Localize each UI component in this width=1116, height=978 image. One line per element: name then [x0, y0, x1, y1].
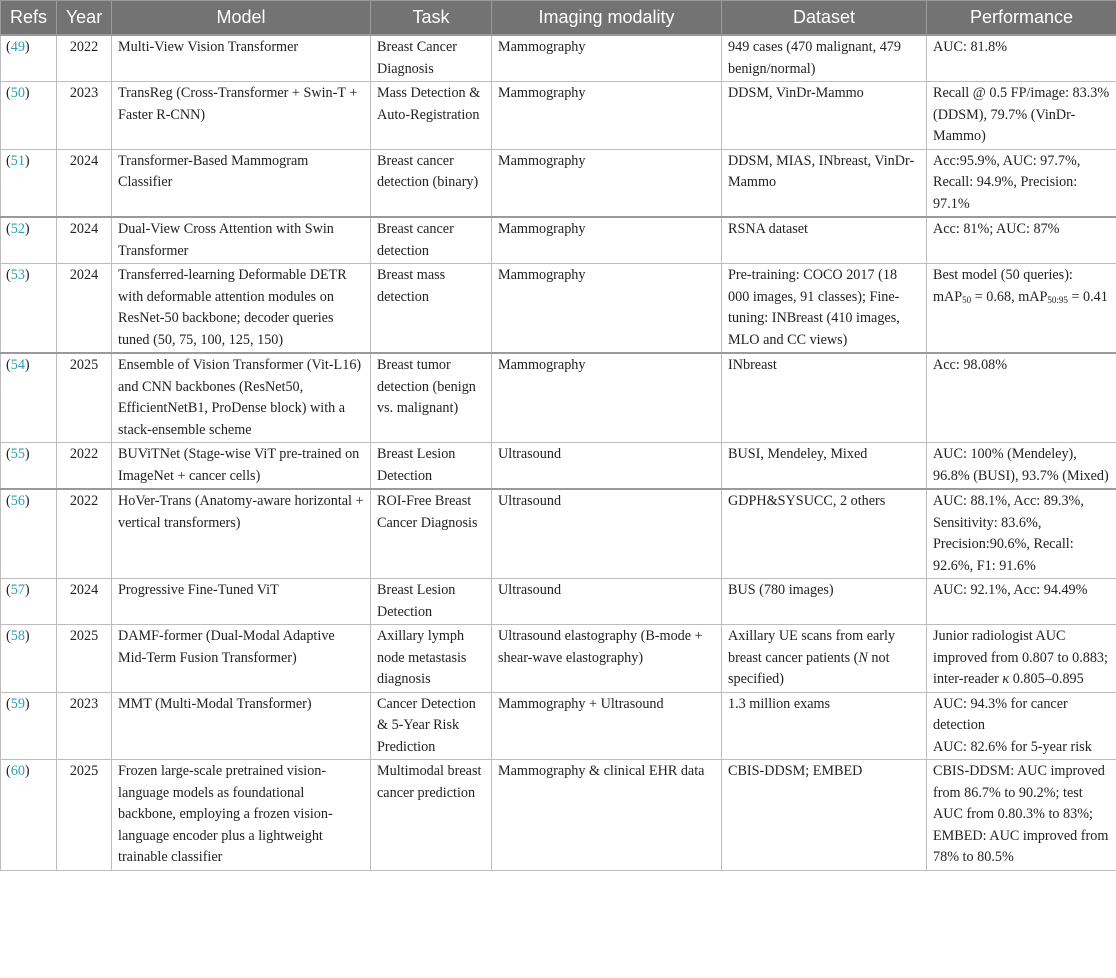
header-row	[1, 1, 1116, 36]
model-cell: TransReg (Cross-Transformer + Swin-T + Faster R-CNN)	[112, 82, 371, 150]
task-cell: Cancer Detection & 5-Year Risk Prediction	[371, 692, 492, 760]
table-row	[1, 82, 1116, 150]
model-cell: Multi-View Vision Transformer	[112, 35, 371, 82]
year-cell: 2022	[57, 443, 112, 490]
ref-cell: (59)	[1, 692, 57, 760]
performance-cell: Best model (50 queries): mAP$_{50}$ = 0.68, mAP$_{50:95}$ = 0.41	[927, 264, 1116, 354]
table-row	[1, 217, 1116, 264]
model-cell: Frozen large-scale pretrained vision-language models as foundational backbone, employing a frozen vision-language encoder plus a lightweight trainable classifier	[112, 760, 371, 871]
ref-link[interactable]: 59	[10, 695, 25, 712]
task-cell: Breast mass detection	[371, 264, 492, 354]
table-row	[1, 579, 1116, 625]
ref-cell: (49)	[1, 35, 57, 82]
ref-link[interactable]: 51	[10, 152, 25, 169]
dataset-cell: Axillary UE scans from early breast cancer patients (N not specified)	[722, 625, 927, 693]
performance-cell: Acc: 98.08%	[927, 353, 1116, 443]
performance-cell: AUC: 100% (Mendeley), 96.8% (BUSI), 93.7% (Mixed)	[927, 443, 1116, 490]
dataset-cell: BUSI, Mendeley, Mixed	[722, 443, 927, 490]
year-cell: 2022	[57, 489, 112, 579]
table-row	[1, 264, 1116, 354]
ref-cell: (51)	[1, 149, 57, 217]
ref-link[interactable]: 53	[10, 267, 25, 283]
modality-cell: Mammography	[492, 82, 722, 150]
modality-cell: Ultrasound	[492, 489, 722, 579]
model-cell: BUViTNet (Stage-wise ViT pre-trained on ImageNet + cancer cells)	[112, 443, 371, 490]
modality-cell: Ultrasound	[492, 443, 722, 490]
table-row	[1, 489, 1116, 579]
year-cell: 2024	[57, 264, 112, 354]
performance-cell: AUC: 81.8%	[927, 35, 1116, 82]
header-year: Year	[57, 1, 112, 36]
header-imaging-modality: Imaging modality	[492, 1, 722, 36]
performance-cell: Acc: 81%; AUC: 87%	[927, 217, 1116, 264]
performance-cell: AUC: 94.3% for cancer detection AUC: 82.6% for 5-year risk	[927, 692, 1116, 760]
year-cell: 2025	[57, 353, 112, 443]
year-cell: 2025	[57, 625, 112, 693]
performance-cell: Recall @ 0.5 FP/image: 83.3% (DDSM), 79.7% (VinDr-Mammo)	[927, 82, 1116, 150]
header-refs: Refs	[1, 1, 57, 36]
table-row	[1, 692, 1116, 760]
dataset-cell: INbreast	[722, 353, 927, 443]
ref-cell: (50)	[1, 82, 57, 150]
ref-cell: (54)	[1, 353, 57, 443]
dataset-cell: DDSM, MIAS, INbreast, VinDr-Mammo	[722, 149, 927, 217]
header-dataset: Dataset	[722, 1, 927, 36]
ref-link[interactable]: 58	[10, 628, 25, 644]
model-cell: Transferred-learning Deformable DETR with deformable attention modules on ResNet-50 backbone; decoder queries tuned (50, 75, 100, 125, 150)	[112, 264, 371, 354]
task-cell: Breast tumor detection (benign vs. malignant)	[371, 353, 492, 443]
modality-cell: Mammography & clinical EHR data	[492, 760, 722, 871]
ref-link[interactable]: 56	[10, 493, 25, 509]
task-cell: Breast Lesion Detection	[371, 443, 492, 490]
model-cell: Progressive Fine-Tuned ViT	[112, 579, 371, 625]
year-cell: 2024	[57, 149, 112, 217]
table-row	[1, 625, 1116, 693]
dataset-cell: BUS (780 images)	[722, 579, 927, 625]
ref-link[interactable]: 55	[10, 446, 25, 462]
task-cell: Breast Cancer Diagnosis	[371, 35, 492, 82]
dataset-cell: RSNA dataset	[722, 217, 927, 264]
header-performance: Performance	[927, 1, 1116, 36]
dataset-cell: DDSM, VinDr-Mammo	[722, 82, 927, 150]
dataset-cell: 1.3 million exams	[722, 692, 927, 760]
performance-cell: Acc:95.9%, AUC: 97.7%, Recall: 94.9%, Precision: 97.1%	[927, 149, 1116, 217]
model-cell: DAMF-former (Dual-Modal Adaptive Mid-Term Fusion Transformer)	[112, 625, 371, 693]
header-model: Model	[112, 1, 371, 36]
modality-cell: Mammography	[492, 353, 722, 443]
ref-cell: (56)	[1, 489, 57, 579]
performance-cell: CBIS-DDSM: AUC improved from 86.7% to 90.2%; test AUC from 0.80.3% to 83%; EMBED: AUC improved from 78% to 80.5%	[927, 760, 1116, 871]
modality-cell: Mammography	[492, 264, 722, 354]
model-cell: HoVer-Trans (Anatomy-aware horizontal + vertical transformers)	[112, 489, 371, 579]
table-row	[1, 353, 1116, 443]
header-task: Task	[371, 1, 492, 36]
dataset-cell: 949 cases (470 malignant, 479 benign/normal)	[722, 35, 927, 82]
performance-cell: Junior radiologist AUC improved from 0.807 to 0.883; inter-reader κ 0.805–0.895	[927, 625, 1116, 693]
table-row	[1, 149, 1116, 217]
modality-cell: Ultrasound	[492, 579, 722, 625]
task-cell: ROI-Free Breast Cancer Diagnosis	[371, 489, 492, 579]
table-row	[1, 35, 1116, 82]
table-row	[1, 443, 1116, 490]
ref-link[interactable]: 49	[10, 39, 25, 55]
task-cell: Axillary lymph node metastasis diagnosis	[371, 625, 492, 693]
year-cell: 2023	[57, 82, 112, 150]
model-cell: Transformer-Based Mammogram Classifier	[112, 149, 371, 217]
dataset-cell: Pre-training: COCO 2017 (18 000 images, 91 classes); Fine-tuning: INBreast (410 images, MLO and CC views)	[722, 264, 927, 354]
ref-link[interactable]: 54	[10, 357, 25, 373]
task-cell: Multimodal breast cancer prediction	[371, 760, 492, 871]
ref-cell: (57)	[1, 579, 57, 625]
ref-link[interactable]: 60	[10, 763, 25, 779]
ref-cell: (52)	[1, 217, 57, 264]
year-cell: 2022	[57, 35, 112, 82]
task-cell: Breast Lesion Detection	[371, 579, 492, 625]
ref-link[interactable]: 50	[10, 85, 25, 101]
table-row	[1, 760, 1116, 871]
modality-cell: Mammography	[492, 217, 722, 264]
modality-cell: Mammography + Ultrasound	[492, 692, 722, 760]
ref-cell: (55)	[1, 443, 57, 490]
year-cell: 2025	[57, 760, 112, 871]
model-cell: MMT (Multi-Modal Transformer)	[112, 692, 371, 760]
ref-cell: (60)	[1, 760, 57, 871]
task-cell: Mass Detection & Auto-Registration	[371, 82, 492, 150]
year-cell: 2023	[57, 692, 112, 760]
modality-cell: Ultrasound elastography (B-mode + shear-wave elastography)	[492, 625, 722, 693]
modality-cell: Mammography	[492, 35, 722, 82]
task-cell: Breast cancer detection (binary)	[371, 149, 492, 217]
task-cell: Breast cancer detection	[371, 217, 492, 264]
performance-cell: AUC: 88.1%, Acc: 89.3%, Sensitivity: 83.6%, Precision:90.6%, Recall: 92.6%, F1: 91.6%	[927, 489, 1116, 579]
model-cell: Ensemble of Vision Transformer (Vit-L16) and CNN backbones (ResNet50, EfficientNetB1, ProDense block) with a stack-ensemble scheme	[112, 353, 371, 443]
modality-cell: Mammography	[492, 149, 722, 217]
dataset-cell: GDPH&SYSUCC, 2 others	[722, 489, 927, 579]
dataset-cell: CBIS-DDSM; EMBED	[722, 760, 927, 871]
year-cell: 2024	[57, 217, 112, 264]
model-cell: Dual-View Cross Attention with Swin Transformer	[112, 217, 371, 264]
performance-cell: AUC: 92.1%, Acc: 94.49%	[927, 579, 1116, 625]
year-cell: 2024	[57, 579, 112, 625]
ref-link[interactable]: 57	[10, 582, 25, 598]
ref-link[interactable]: 52	[10, 221, 25, 237]
ref-cell: (58)	[1, 625, 57, 693]
ref-cell: (53)	[1, 264, 57, 354]
